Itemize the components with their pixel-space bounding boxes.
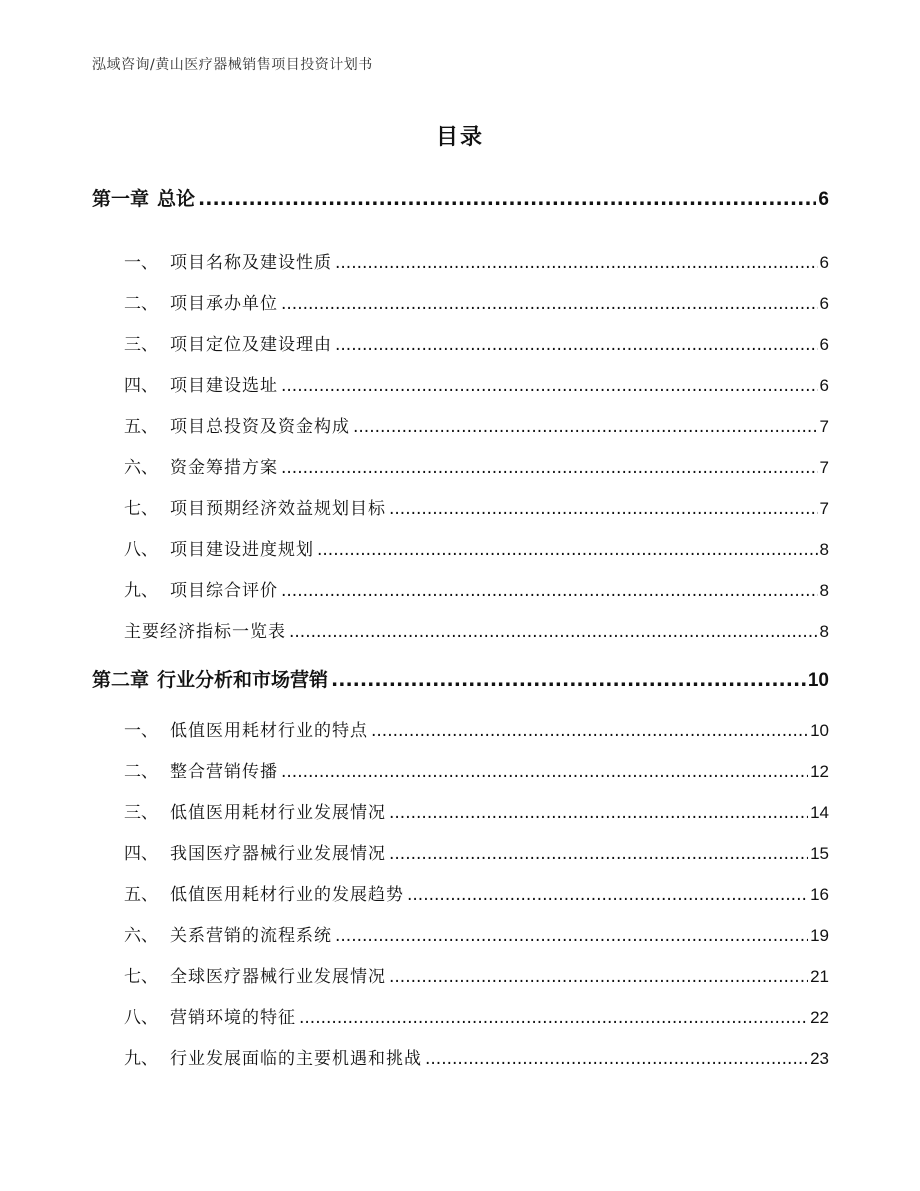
toc-section-label <box>124 248 332 273</box>
toc-section[interactable] <box>92 716 829 742</box>
dot-leader <box>281 581 818 601</box>
toc-section-label <box>124 453 278 478</box>
toc-chapter-label <box>92 184 195 211</box>
section-title: 资金筹措方案 <box>170 458 278 478</box>
toc-section-label <box>124 289 278 314</box>
toc-section-label <box>124 880 404 905</box>
toc-chapter-2[interactable] <box>92 665 829 695</box>
toc-section-label <box>124 839 386 864</box>
toc-section-label <box>124 330 332 355</box>
section-number: 三、 <box>124 335 158 355</box>
toc-section-label <box>124 412 350 437</box>
dot-leader <box>389 803 808 823</box>
toc-section-label <box>124 535 314 560</box>
page-number: 7 <box>819 499 829 518</box>
dot-leader <box>353 417 818 437</box>
toc-title: 目录 <box>435 125 484 150</box>
dot-leader <box>198 188 816 210</box>
toc-section-label <box>124 716 368 741</box>
dot-leader <box>281 294 818 314</box>
section-title: 营销环境的特征 <box>170 1008 296 1028</box>
section-title: 项目综合评价 <box>170 581 278 601</box>
toc-section[interactable] <box>92 1044 829 1070</box>
toc-section[interactable] <box>92 1003 829 1029</box>
section-number: 六、 <box>124 458 158 478</box>
section-title: 项目承办单位 <box>170 294 278 314</box>
section-title: 主要经济指标一览表 <box>124 622 286 642</box>
toc-section[interactable] <box>92 535 829 561</box>
page-number: 6 <box>819 335 829 354</box>
page-number: 23 <box>810 1049 829 1068</box>
section-title: 低值医用耗材行业的发展趋势 <box>170 885 404 905</box>
section-title: 项目建设选址 <box>170 376 278 396</box>
section-title: 整合营销传播 <box>170 762 278 782</box>
section-number: 二、 <box>124 762 158 782</box>
toc-section[interactable] <box>92 576 829 602</box>
page-number: 8 <box>819 540 829 559</box>
toc-section[interactable] <box>92 412 829 438</box>
toc-section[interactable] <box>92 453 829 479</box>
page-number: 15 <box>810 844 829 863</box>
page-number: 21 <box>810 967 829 986</box>
toc-chapter-label <box>92 665 328 692</box>
section-number: 七、 <box>124 499 158 519</box>
section-number: 四、 <box>124 376 158 396</box>
toc-section-label <box>124 1044 422 1069</box>
toc-chapter-1[interactable] <box>92 184 829 214</box>
toc-section[interactable] <box>92 371 829 397</box>
section-title: 我国医疗器械行业发展情况 <box>170 844 386 864</box>
toc-section[interactable] <box>92 962 829 988</box>
toc-section[interactable] <box>92 839 829 865</box>
section-number: 六、 <box>124 926 158 946</box>
toc-section-label <box>124 371 278 396</box>
page-number: 10 <box>810 721 829 740</box>
dot-leader <box>371 721 808 741</box>
page-number: 6 <box>819 294 829 313</box>
page-number: 7 <box>819 458 829 477</box>
page-number: 14 <box>810 803 829 822</box>
section-title: 项目预期经济效益规划目标 <box>170 499 386 519</box>
section-title: 全球医疗器械行业发展情况 <box>170 967 386 987</box>
section-title: 行业发展面临的主要机遇和挑战 <box>170 1049 422 1069</box>
dot-leader <box>281 762 808 782</box>
section-number: 五、 <box>124 417 158 437</box>
section-number: 五、 <box>124 885 158 905</box>
section-number: 一、 <box>124 721 158 741</box>
dot-leader <box>389 499 818 519</box>
section-number: 九、 <box>124 1049 158 1069</box>
toc-section[interactable] <box>92 921 829 947</box>
dot-leader <box>389 967 808 987</box>
dot-leader <box>281 376 818 396</box>
toc-section-label <box>124 921 332 946</box>
section-title: 关系营销的流程系统 <box>170 926 332 946</box>
toc-section[interactable] <box>92 248 829 274</box>
section-number: 七、 <box>124 967 158 987</box>
toc-section[interactable] <box>92 494 829 520</box>
dot-leader <box>407 885 808 905</box>
dot-leader <box>335 253 818 273</box>
section-number: 九、 <box>124 581 158 601</box>
page-number: 10 <box>807 670 829 691</box>
toc-section-label <box>124 798 386 823</box>
toc-section[interactable] <box>92 617 829 643</box>
page-number: 12 <box>810 762 829 781</box>
page-number: 8 <box>819 622 829 641</box>
page-number: 6 <box>819 253 829 272</box>
section-number: 八、 <box>124 1008 158 1028</box>
page-number: 6 <box>819 376 829 395</box>
section-title: 项目总投资及资金构成 <box>170 417 350 437</box>
dot-leader <box>299 1008 808 1028</box>
section-title: 低值医用耗材行业发展情况 <box>170 803 386 823</box>
section-title: 项目定位及建设理由 <box>170 335 332 355</box>
dot-leader <box>331 669 806 691</box>
section-title: 低值医用耗材行业的特点 <box>170 721 368 741</box>
chapter-number: 第二章 <box>92 669 150 691</box>
chapter-title: 行业分析和市场营销 <box>157 669 329 691</box>
section-number: 四、 <box>124 844 158 864</box>
page-number: 16 <box>810 885 829 904</box>
section-number: 八、 <box>124 540 158 560</box>
page-number: 6 <box>818 189 829 210</box>
page-number: 22 <box>810 1008 829 1027</box>
dot-leader <box>425 1049 808 1069</box>
section-number: 三、 <box>124 803 158 823</box>
toc-section-label <box>124 617 286 642</box>
chapter-number: 第一章 <box>92 188 150 210</box>
toc-section-label <box>124 1003 296 1028</box>
page-number: 7 <box>819 417 829 436</box>
running-header: 泓域咨询/黄山医疗器械销售项目投资计划书 <box>92 57 373 73</box>
section-number: 二、 <box>124 294 158 314</box>
dot-leader <box>335 335 818 355</box>
dot-leader <box>317 540 818 560</box>
toc-section-label <box>124 757 278 782</box>
page-number: 19 <box>810 926 829 945</box>
toc-section[interactable] <box>92 289 829 315</box>
dot-leader <box>389 844 808 864</box>
chapter-title: 总论 <box>157 188 196 210</box>
section-title: 项目建设进度规划 <box>170 540 314 560</box>
toc-section-label <box>124 494 386 519</box>
toc-section-label <box>124 962 386 987</box>
dot-leader <box>281 458 818 478</box>
toc-section[interactable] <box>92 330 829 356</box>
dot-leader <box>289 622 818 642</box>
page-number: 8 <box>819 581 829 600</box>
section-number: 一、 <box>124 253 158 273</box>
toc-section[interactable] <box>92 880 829 906</box>
toc-section[interactable] <box>92 798 829 824</box>
section-title: 项目名称及建设性质 <box>170 253 332 273</box>
dot-leader <box>335 926 808 946</box>
toc-section[interactable] <box>92 757 829 783</box>
toc-section-label <box>124 576 278 601</box>
